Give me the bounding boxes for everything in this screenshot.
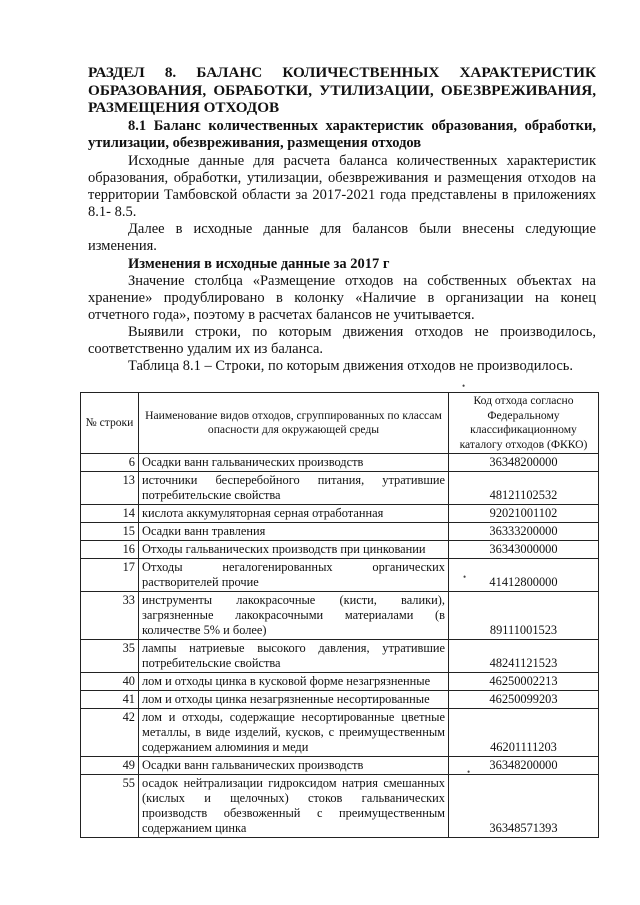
table-row xyxy=(81,472,599,505)
fkko-code-cell: 48121102532 xyxy=(449,472,599,505)
row-number-cell: 15 xyxy=(81,523,139,541)
changes-note-paragraph: Далее в исходные данные для балансов были внесены следующие изменения. xyxy=(88,221,596,254)
fkko-code-cell: 41412800000 xyxy=(449,559,599,592)
waste-name-cell: инструменты лакокрасочные (кисти, валики), загрязненные лакокрасочными материалами (в количестве 5% и более) xyxy=(139,592,449,640)
waste-name-cell: Осадки ванн травления xyxy=(139,523,449,541)
row-number-cell: 55 xyxy=(81,775,139,838)
fkko-code-cell: 46250099203 xyxy=(449,691,599,709)
row-number-cell: 35 xyxy=(81,640,139,673)
row-number-cell: 14 xyxy=(81,505,139,523)
table-row xyxy=(81,505,599,523)
waste-name-cell: кислота аккумуляторная серная отработанная xyxy=(139,505,449,523)
row-number-cell: 33 xyxy=(81,592,139,640)
table-row xyxy=(81,592,599,640)
table-row xyxy=(81,775,599,838)
fkko-code-cell: 36333200000 xyxy=(449,523,599,541)
row-number-cell: 40 xyxy=(81,673,139,691)
fkko-code-cell: 36348571393 xyxy=(449,775,599,838)
waste-name-cell: Осадки ванн гальванических производств xyxy=(139,454,449,472)
scan-speck: • xyxy=(463,572,467,582)
fkko-code-cell: 92021001102 xyxy=(449,505,599,523)
subsection-title: 8.1 Баланс количественных характеристик образования, обработки, утилизации, обезвреживания, размещения отходов xyxy=(88,118,596,151)
row-number-cell: 49 xyxy=(81,757,139,775)
waste-rows-table xyxy=(80,392,599,838)
row-number-cell: 41 xyxy=(81,691,139,709)
table-caption: Таблица 8.1 – Строки, по которым движения отходов не производилось. xyxy=(128,358,574,374)
fkko-code-cell: 46250002213 xyxy=(449,673,599,691)
header-row-number: № строки xyxy=(81,393,139,454)
waste-name-cell: лампы натриевые высокого давления, утратившие потребительские свойства xyxy=(139,640,449,673)
table-row xyxy=(81,559,599,592)
table-row xyxy=(81,523,599,541)
table-row xyxy=(81,640,599,673)
fkko-code-cell: 36348200000 xyxy=(449,757,599,775)
waste-name-cell: осадок нейтрализации гидроксидом натрия смешанных (кислых и щелочных) стоков гальванических производств обезвоженный с преимущественным содержанием цинка xyxy=(139,775,449,838)
fkko-code-cell: 36348200000 xyxy=(449,454,599,472)
row-number-cell: 6 xyxy=(81,454,139,472)
waste-name-cell: Осадки ванн гальванических производств xyxy=(139,757,449,775)
scan-speck: • xyxy=(467,767,471,777)
intro-paragraph: Исходные данные для расчета баланса количественных характеристик образования, обработки, утилизации, обезвреживания и размещения отходов на территории Тамбовской области за 2017-2021 года представлены в приложениях 8.1- 8.5. xyxy=(88,153,596,220)
fkko-code-cell: 48241121523 xyxy=(449,640,599,673)
waste-name-cell: лом и отходы, содержащие несортированные цветные металлы, в виде изделий, кусков, с преимущественным содержанием алюминия и меди xyxy=(139,709,449,757)
table-row xyxy=(81,709,599,757)
row-number-cell: 13 xyxy=(81,472,139,505)
table-row xyxy=(81,673,599,691)
header-fkko-code: Код отхода согласно Федеральному классификационному каталогу отходов (ФККО) xyxy=(449,393,599,454)
table-row xyxy=(81,757,599,775)
table-row xyxy=(81,454,599,472)
rows-note-paragraph: Выявили строки, по которым движения отходов не производилось, соответственно удалим их из баланса. xyxy=(88,324,596,357)
row-number-cell: 17 xyxy=(81,559,139,592)
row-number-cell: 16 xyxy=(81,541,139,559)
column-note-paragraph: Значение столбца «Размещение отходов на собственных объектах на хранение» продублировано в колонку «Наличие в организации на конец отчетного года», поэтому в расчетах балансов не учитывается. xyxy=(88,273,596,323)
fkko-code-cell: 36343000000 xyxy=(449,541,599,559)
fkko-code-cell: 89111001523 xyxy=(449,592,599,640)
table-row xyxy=(81,691,599,709)
changes-heading: Изменения в исходные данные за 2017 г xyxy=(128,256,390,272)
waste-name-cell: лом и отходы цинка в кусковой форме незагрязненные xyxy=(139,673,449,691)
table-header-row xyxy=(81,393,599,454)
header-waste-name: Наименование видов отходов, сгруппированных по классам опасности для окружающей среды xyxy=(139,393,449,454)
waste-name-cell: Отходы гальванических производств при цинковании xyxy=(139,541,449,559)
waste-name-cell: источники бесперебойного питания, утратившие потребительские свойства xyxy=(139,472,449,505)
row-number-cell: 42 xyxy=(81,709,139,757)
section-title: РАЗДЕЛ 8. БАЛАНС КОЛИЧЕСТВЕННЫХ ХАРАКТЕРИСТИК ОБРАЗОВАНИЯ, ОБРАБОТКИ, УТИЛИЗАЦИИ, ОБЕЗВРЕЖИВАНИЯ, РАЗМЕЩЕНИЯ ОТХОДОВ xyxy=(88,64,596,116)
waste-name-cell: Отходы негалогенированных органических растворителей прочие xyxy=(139,559,449,592)
fkko-code-cell: 46201111203 xyxy=(449,709,599,757)
scan-speck: • xyxy=(462,381,466,391)
waste-name-cell: лом и отходы цинка незагрязненные несортированные xyxy=(139,691,449,709)
table-row xyxy=(81,541,599,559)
